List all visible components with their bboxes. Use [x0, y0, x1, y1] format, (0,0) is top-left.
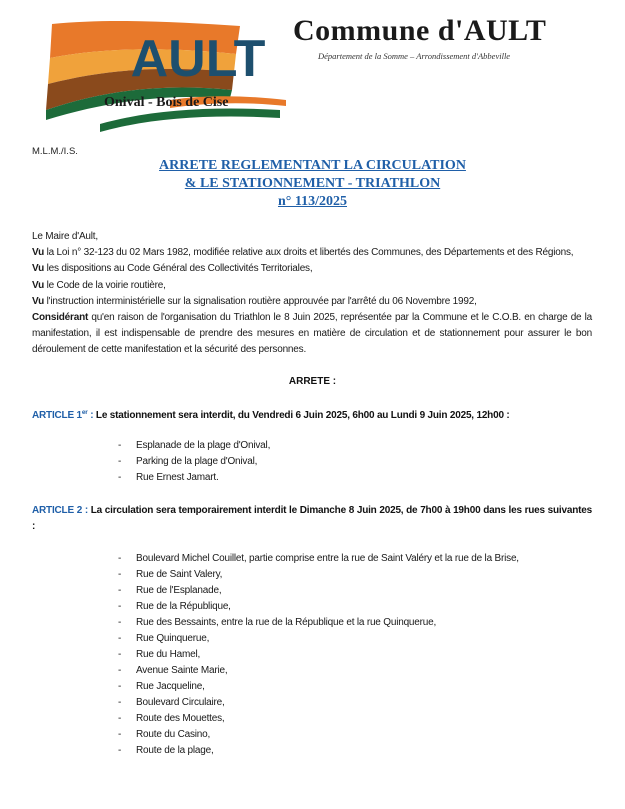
- street-list-item: - Rue du Hamel,: [118, 647, 519, 663]
- document-reference: M.L.M./I.S.: [32, 146, 78, 157]
- street-list-item: - Route du Casino,: [118, 727, 519, 743]
- article-1-text: Le stationnement sera interdit, du Vendredi 6 Juin 2025, 6h00 au Lundi 9 Juin 2025, 12h00 :: [95, 410, 510, 421]
- commune-title: Commune d'AULT: [293, 14, 547, 47]
- street-list-item: - Rue de l'Esplanade,: [118, 583, 519, 599]
- title-line-1: ARRETE REGLEMENTANT LA CIRCULATION: [159, 158, 466, 173]
- arrete-heading: ARRETE :: [288, 376, 337, 387]
- street-list-item: - Rue de la République,: [118, 599, 519, 615]
- article-2-text: La circulation sera temporairement interdit le Dimanche 8 Juin 2025, de 7h00 à 19h00 dans les rues suivantes :: [32, 505, 592, 532]
- title-line-3: n° 113/2025: [277, 194, 347, 209]
- document-title: [0, 157, 625, 211]
- street-list-item: - Boulevard Circulaire,: [118, 695, 519, 711]
- street-list-item: - Rue Ernest Jamart.: [118, 470, 270, 486]
- preamble-intro: Le Maire d'Ault,: [32, 231, 98, 242]
- vu-clause-1: Vu la Loi n° 32-123 du 02 Mars 1982, modifiée relative aux droits et libertés des Communes, des Départements et des Régions,: [32, 247, 574, 259]
- logo-tagline: Onival - Bois de Cise: [104, 95, 229, 110]
- article-2-list: [118, 551, 519, 759]
- street-list-item: - Rue Jacqueline,: [118, 679, 519, 695]
- article-1-label: ARTICLE 1er :: [32, 409, 96, 421]
- article-2: [32, 503, 592, 535]
- article-1: [32, 405, 592, 424]
- vu-clause-3: Vu le Code de la voirie routière,: [32, 279, 166, 291]
- street-list-item: - Rue Quinquerue,: [118, 631, 519, 647]
- vu-clause-2: Vu les dispositions au Code Général des Collectivités Territoriales,: [32, 263, 313, 275]
- preamble: [32, 229, 592, 359]
- considerant-clause: Considérant qu'en raison de l'organisation du Triathlon le 8 Juin 2025, représentée par la Commune et le C.O.B. en charge de la manifestation, il est indispensable de prendre des mesures en matière de circulation et de stationnement pour assurer le bon déroulement de cette manifestation et la sécurité des personnes.: [32, 312, 592, 356]
- street-list-item: - Boulevard Michel Couillet, partie comprise entre la rue de Saint Valéry et la rue de la Brise,: [118, 551, 519, 567]
- street-list-item: - Route de la plage,: [118, 743, 519, 759]
- article-2-label: ARTICLE 2 :: [32, 505, 91, 516]
- street-list-item: - Esplanade de la plage d'Onival,: [118, 438, 270, 454]
- street-list-item: - Rue des Bessaints, entre la rue de la République et la rue Quinquerue,: [118, 615, 519, 631]
- street-list-item: - Avenue Sainte Marie,: [118, 663, 519, 679]
- article-1-list: [118, 438, 270, 486]
- title-line-2: & LE STATIONNEMENT - TRIATHLON: [184, 176, 441, 191]
- street-list-item: - Parking de la plage d'Onival,: [118, 454, 270, 470]
- commune-subtitle: Département de la Somme – Arrondissement d'Abbeville: [318, 51, 511, 61]
- street-list-item: - Route des Mouettes,: [118, 711, 519, 727]
- vu-clause-4: Vu l'instruction interministérielle sur la signalisation routière approuvée par l'arrêté du 06 Novembre 1992,: [32, 295, 477, 307]
- ault-logo: [40, 14, 288, 136]
- street-list-item: - Rue de Saint Valery,: [118, 567, 519, 583]
- logo-main-text: AULT: [130, 30, 266, 88]
